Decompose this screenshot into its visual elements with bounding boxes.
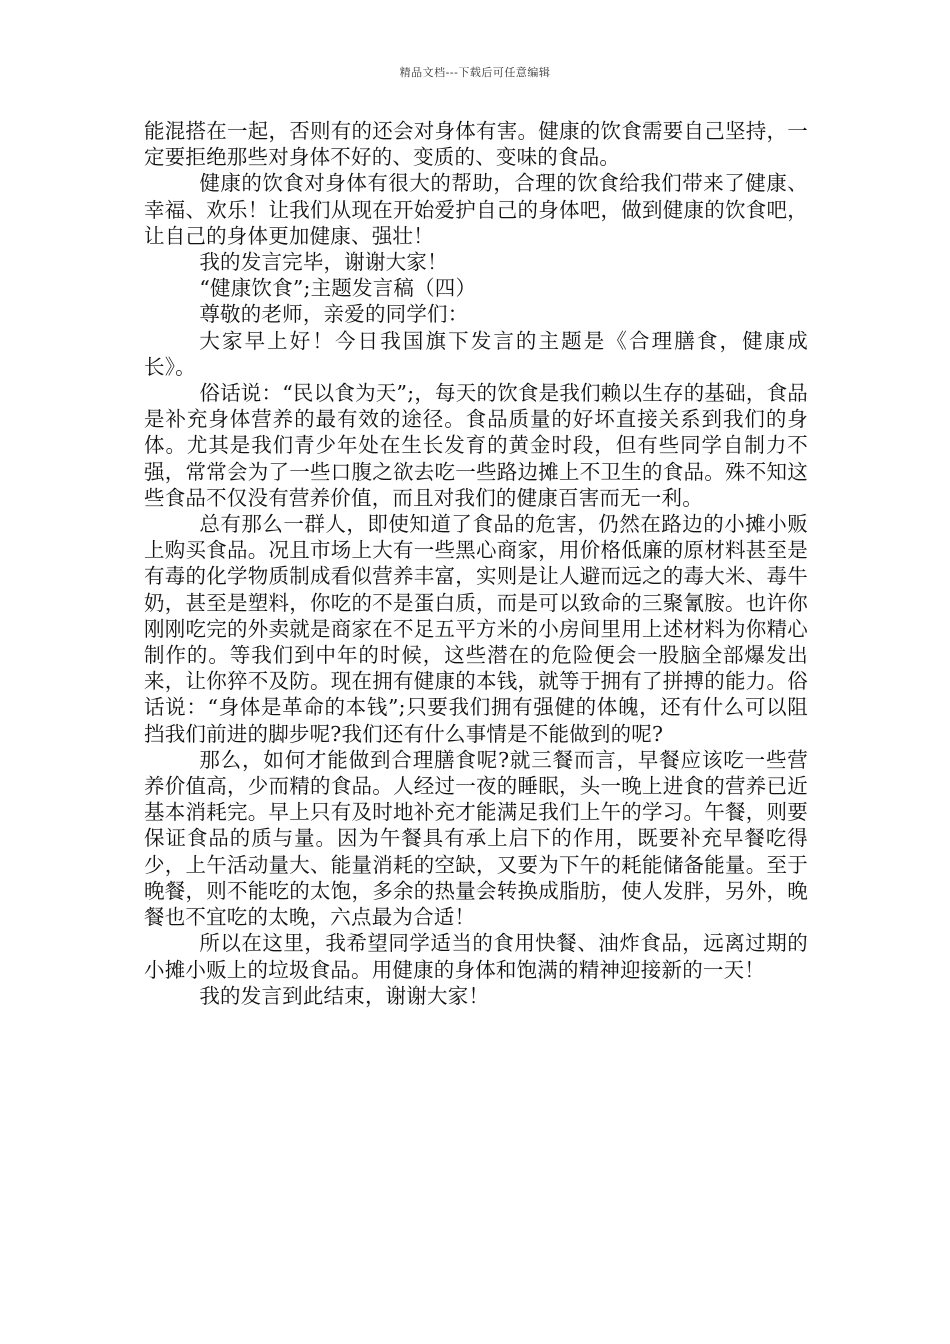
page-header: 精品文档---下载后可任意编辑 [399, 66, 551, 79]
paragraph-food-danger: 总有那么一群人，即使知道了食品的危害，仍然在路边的小摊小贩上购买食品。况且市场上大有一些黑心商家，用价格低廉的原材料甚至是有毒的化学物质制成看似营养丰富，实则是让人避而远之的毒大米、毒牛奶，甚至是塑料，你吃的不是蛋白质，而是可以致命的三聚氰胺。也许你刚刚吃完的外卖就是商家在不足五平方米的小房间里用上述材料为你精心制作的。等我们到中年的时候，这些潜在的危险便会一股脑全部爆发出来，让你猝不及防。现在拥有健康的本钱，就等于拥有了拼搏的能力。俗话说：“身体是革命的本钱”;只要我们拥有强健的体魄，还有什么可以阻挡我们前进的脚步呢?我们还有什么事情是不能做到的呢? [144, 512, 808, 746]
paragraph-closing-remark: 我的发言完毕，谢谢大家！ [199, 250, 448, 275]
salutation: 尊敬的老师，亲爱的同学们： [199, 302, 469, 327]
paragraph-final-thanks: 我的发言到此结束，谢谢大家！ [199, 983, 490, 1008]
paragraph-proverb: 俗话说：“民以食为天”;，每天的饮食是我们赖以生存的基础，食品是补充身体营养的最有效的途径。食品质量的好坏直接关系到我们的身体。尤其是我们青少年处在生长发育的黄金时段，但有些同学自制力不强，常常会为了一些口腹之欲去吃一些路边摊上不卫生的食品。殊不知这些食品不仅没有营养价值，而且对我们的健康百害而无一利。 [144, 381, 808, 510]
paragraph-healthy-diet-benefits: 健康的饮食对身体有很大的帮助，合理的饮食给我们带来了健康、幸福、欢乐！让我们从现在开始爱护自己的身体吧，做到健康的饮食吧，让自己的身体更加健康、强壮！ [144, 171, 808, 248]
document-body [144, 118, 808, 1009]
paragraph-continuation: 能混搭在一起，否则有的还会对身体有害。健康的饮食需要自己坚持，一定要拒绝那些对身体不好的、变质的、变味的食品。 [144, 119, 808, 170]
paragraph-conclusion: 所以在这里，我希望同学适当的食用快餐、油炸食品，远离过期的小摊小贩上的垃圾食品。用健康的身体和饱满的精神迎接新的一天！ [144, 931, 808, 982]
paragraph-three-meals: 那么，如何才能做到合理膳食呢?就三餐而言，早餐应该吃一些营养价值高，少而精的食品。人经过一夜的睡眠，头一晚上进食的营养已近基本消耗完。早上只有及时地补充才能满足我们上午的学习。午餐，则要保证食品的质与量。因为午餐具有承上启下的作用，既要补充早餐吃得少，上午活动量大、能量消耗的空缺，又要为下午的耗能储备能量。至于晚餐，则不能吃的太饱，多余的热量会转换成脂肪，使人发胖，另外，晚餐也不宜吃的太晚，六点最为合适！ [144, 747, 808, 930]
speech-title: “健康饮食”;主题发言稿（四） [199, 276, 477, 301]
paragraph-greeting: 大家早上好！今日我国旗下发言的主题是《合理膳食，健康成长》。 [144, 328, 808, 379]
